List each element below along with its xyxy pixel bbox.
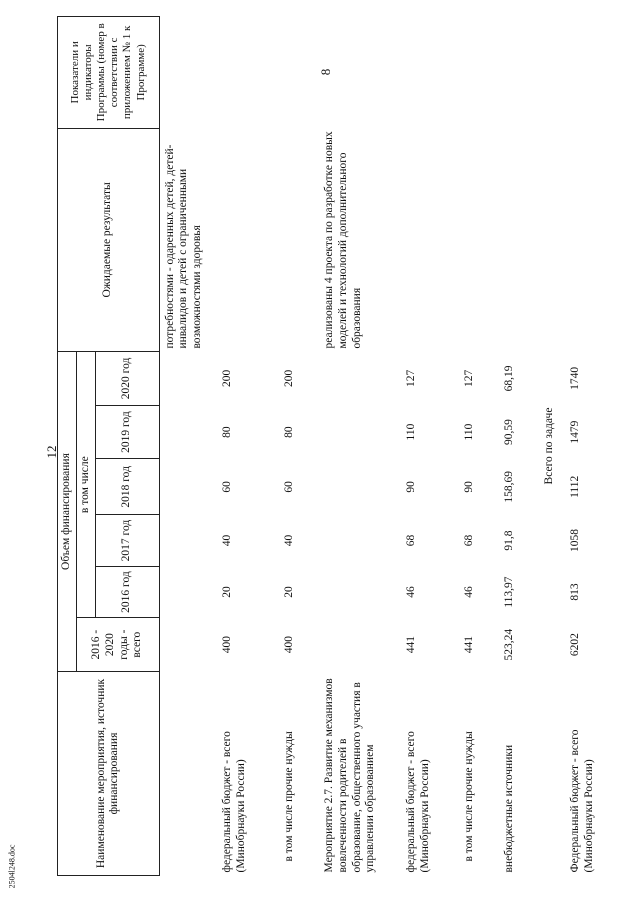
- value-cell: 68: [405, 534, 418, 547]
- value-cell: [319, 405, 401, 459]
- table-row: [401, 17, 459, 876]
- header-year: 2017 год: [95, 515, 159, 567]
- expected-result: реализованы 4 проекта по разработке новых моделей и технологий дополнительного образования: [323, 131, 363, 349]
- value-cell: [159, 459, 217, 515]
- value-cell: 1740: [569, 366, 582, 390]
- footer-filename: 2504l248.doc: [7, 844, 17, 889]
- header-year: 2020 год: [95, 352, 159, 406]
- value-cell: 400: [221, 636, 234, 654]
- rotated-table-area: [57, 16, 627, 876]
- value-cell: 60: [221, 481, 234, 493]
- header-year: 2018 год: [95, 459, 159, 515]
- row-name: Мероприятие 2.7. Развитие механизмов вовлеченности родителей в образование, общественного участия в управлении образованием: [323, 678, 377, 873]
- table-row: [539, 17, 565, 876]
- table-row: [565, 17, 625, 876]
- value-cell: 110: [463, 423, 476, 441]
- header-total: 2016 - 2020 годы - всего: [76, 618, 159, 672]
- value-cell: [319, 515, 401, 567]
- expected-result: [279, 128, 319, 351]
- financing-table: [57, 16, 625, 876]
- value-cell: 200: [221, 369, 234, 388]
- value-cell: 200: [283, 369, 296, 388]
- indicator-cell: [499, 17, 539, 129]
- value-cell: 68,19: [503, 365, 516, 392]
- value-cell: 20: [221, 586, 234, 598]
- row-name: в том числе прочие нужды: [283, 731, 296, 862]
- value-cell: 91,8: [503, 530, 516, 551]
- header-indicators: Показатели и индикаторы Программы (номер в соответствии с приложением № 1 к Программе): [58, 17, 160, 129]
- value-cell: 20: [283, 586, 296, 598]
- value-cell: 127: [463, 369, 476, 388]
- table-row: [499, 17, 539, 876]
- value-cell: 523,24: [503, 628, 516, 661]
- value-cell: 6202: [569, 633, 582, 657]
- value-cell: 127: [405, 369, 418, 388]
- value-cell: [319, 459, 401, 515]
- header-expected: Ожидаемые результаты: [58, 128, 160, 351]
- expected-result: [499, 128, 539, 351]
- value-cell: [159, 515, 217, 567]
- value-cell: 441: [405, 636, 418, 654]
- value-cell: 90,59: [503, 419, 516, 446]
- header-year: 2019 год: [95, 405, 159, 459]
- indicator-cell: [279, 17, 319, 129]
- expected-result: [401, 128, 459, 351]
- value-cell: 110: [405, 423, 418, 441]
- header-incl: в том числе: [76, 352, 95, 618]
- table-row: [279, 17, 319, 876]
- value-cell: 113,97: [503, 576, 516, 608]
- indicator-cell: [217, 17, 279, 129]
- row-name: федеральный бюджет - всего (Минобрнауки России): [405, 731, 431, 873]
- page-number: 12: [44, 445, 59, 459]
- value-cell: 80: [283, 426, 296, 438]
- value-cell: [159, 352, 217, 406]
- value-cell: 90: [463, 481, 476, 493]
- row-name: Федеральный бюджет - всего (Минобрнауки России): [569, 729, 595, 873]
- table-row: [217, 17, 279, 876]
- row-name: федеральный бюджет - всего (Минобрнауки России): [221, 731, 247, 873]
- expected-result: [459, 128, 499, 351]
- value-cell: 441: [463, 636, 476, 654]
- row-name: [159, 672, 217, 876]
- header-financing: Объем финансирования: [58, 352, 77, 672]
- row-name: внебюджетные источники: [503, 744, 516, 873]
- indicator-cell: [459, 17, 499, 129]
- value-cell: 1479: [569, 420, 582, 444]
- value-cell: 1058: [569, 529, 582, 553]
- table-row: [159, 17, 217, 876]
- table-row: [459, 17, 499, 876]
- value-cell: [159, 405, 217, 459]
- value-cell: 80: [221, 426, 234, 438]
- value-cell: 40: [283, 534, 296, 547]
- header-year: 2016 год: [95, 566, 159, 618]
- value-cell: 40: [221, 534, 234, 547]
- value-cell: 46: [463, 586, 476, 598]
- value-cell: 68: [463, 534, 476, 547]
- header-name: Наименование мероприятия, источник финансирования: [58, 672, 160, 876]
- value-cell: [159, 618, 217, 672]
- value-cell: 400: [283, 636, 296, 654]
- value-cell: 90: [405, 481, 418, 493]
- value-cell: 1112: [569, 475, 582, 498]
- value-cell: [319, 352, 401, 406]
- row-name: в том числе прочие нужды: [463, 731, 476, 862]
- indicator-cell: [565, 17, 625, 129]
- expected-result: потребностями - одаренных детей, детей-инвалидов и детей с ограниченными возможностями здоровья: [163, 144, 204, 349]
- expected-result: [565, 128, 625, 351]
- value-cell: 46: [405, 586, 418, 598]
- value-cell: [319, 618, 401, 672]
- value-cell: 813: [569, 583, 582, 601]
- table-row: [319, 17, 401, 876]
- indicator-cell: [159, 17, 217, 129]
- value-cell: [319, 566, 401, 618]
- indicator-cell: [319, 17, 401, 129]
- value-cell: [159, 566, 217, 618]
- value-cell: 158,69: [503, 471, 516, 503]
- group-label: Всего по задаче: [543, 407, 556, 485]
- indicator-cell: [401, 17, 459, 129]
- side-page-number: 8: [318, 68, 333, 76]
- value-cell: 60: [283, 481, 296, 493]
- expected-result: [217, 128, 279, 351]
